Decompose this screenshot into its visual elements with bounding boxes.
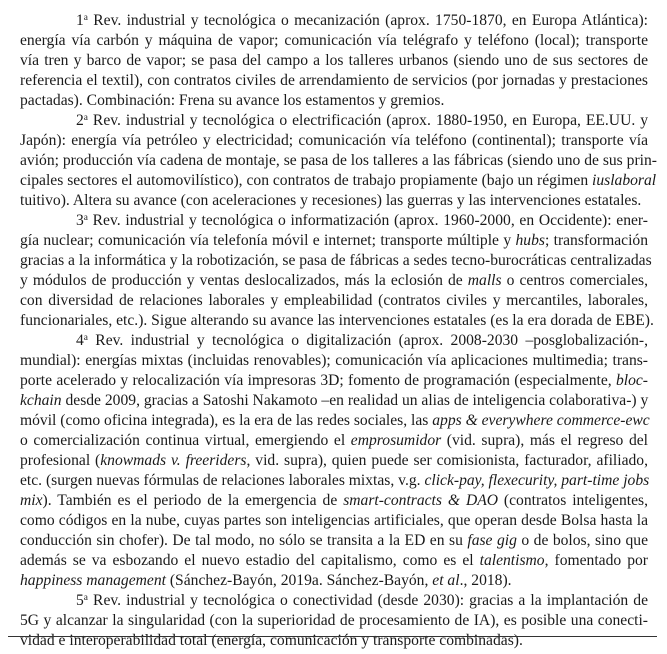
italic-term: fase gig [467, 532, 517, 549]
text-line [20, 471, 648, 491]
text-run: vidad e interoperabilidad total (energía, comunicación y transporte combinadas). [20, 632, 523, 649]
text-line [20, 131, 648, 151]
italic-term: malls [467, 272, 502, 289]
text-run: vía tren y barco de vapor; se pasa del campo a los talleres urbanos (siendo uno de sus sectores de [20, 52, 648, 69]
paragraph-revolution-1 [20, 11, 648, 111]
text-line [20, 611, 648, 631]
text-line [20, 31, 648, 51]
text-line [20, 571, 648, 591]
text-run: ., 2018). [459, 572, 512, 589]
text-line [20, 211, 648, 231]
text-line [20, 111, 648, 131]
paragraph-revolution-3 [20, 211, 654, 331]
text-line [20, 331, 648, 351]
text-run: ; transformación [544, 232, 649, 249]
text-run: Rev. industrial y tecnológica o digitalización (aprox. 2008-2030 –posglobalización-, [87, 332, 648, 349]
text-run: gía nuclear; comunicación vía telefonía móvil e internet; transporte múltiple y [20, 232, 516, 249]
ordinal-superscript: a [83, 212, 88, 223]
italic-term: bloc- [615, 372, 648, 389]
text-line [20, 411, 648, 431]
text-run: , vid. supra), quien puede ser comisionista, facturador, afiliado, [246, 452, 648, 469]
paragraph-revolution-2 [20, 111, 657, 211]
text-run: móvil (como oficina integrada), es la era de las redes sociales, las [20, 412, 433, 429]
text-line [20, 231, 648, 251]
text-line [20, 71, 648, 91]
footnote-separator-rule [8, 636, 657, 637]
text-run: energía vía carbón y máquina de vapor; comunicación vía telégrafo y teléfono (local); transporte [20, 32, 648, 49]
text-run: tuitivo). Altera su avance (con aceleraciones y recesiones) las guerras y las intervenciones estatales. [20, 192, 642, 209]
text-line [20, 11, 648, 31]
text-run: pactadas). Combinación: Frena su avance los estamentos y gremios. [20, 92, 445, 109]
paragraph-ordinal: 5 [76, 592, 84, 609]
text-run: Rev. industrial y tecnológica o conectividad (desde 2030): gracias a la implantación de [87, 592, 648, 609]
text-run: profesional ( [20, 452, 101, 469]
text-line [20, 591, 648, 611]
text-line [20, 551, 648, 571]
italic-term: happiness management [20, 572, 166, 589]
text-run: etc. (surgen nuevas fórmulas de relaciones laborales mixtas, v.g. [20, 472, 425, 489]
text-run: (contratos inteligentes, [498, 492, 648, 509]
text-line [20, 431, 648, 451]
text-run: , fomentado por [544, 552, 648, 569]
italic-term: talentismo [479, 552, 545, 569]
ordinal-superscript: a [83, 12, 88, 23]
text-run: mundial): energías mixtas (incluidas renovables); comunicación vía aplicaciones multimedia; trans- [20, 352, 648, 369]
italic-term: mix [20, 492, 43, 509]
italic-term: knowmads v. freeriders [100, 452, 247, 469]
text-line [20, 91, 648, 111]
text-line [20, 391, 648, 411]
text-line [20, 151, 657, 171]
text-line [20, 631, 648, 651]
text-run: funcionariales, etc.). Sigue alterando su avance las intervenciones estatales (es la era dorada de EBE). [20, 312, 654, 329]
text-run: o comercialización continua virtual, emergiendo el [20, 432, 351, 449]
text-line [20, 311, 654, 331]
italic-term: smart-contracts & DAO [343, 492, 498, 509]
text-run: como códigos en la nube, cuyas partes son inteligencias artificiales, que operan desde Bolsa hasta la [20, 512, 648, 529]
text-line [20, 51, 648, 71]
text-run: ). También es el periodo de la emergencia de [42, 492, 344, 509]
text-run: cipales sectores el automovilístico), con contratos de trabajo propiamente (bajo un régimen [20, 172, 593, 189]
text-run: Rev. industrial y tecnológica o electrificación (aprox. 1880-1950, en Europa, EE.UU. y [87, 112, 648, 129]
text-run: además se va esbozando el nuevo estadio del capitalismo, como es el [20, 552, 480, 569]
text-run: avión; producción vía cadena de montaje, se pasa de los talleres a las fábricas (siendo uno de sus prin- [20, 152, 657, 169]
paragraph-ordinal: 1 [76, 12, 84, 29]
italic-term: emprosumidor [350, 432, 442, 449]
text-line [20, 451, 648, 471]
text-run: Rev. industrial y tecnológica o mecanización (aprox. 1750-1870, en Europa Atlántica): [87, 12, 648, 29]
ordinal-superscript: a [83, 112, 88, 123]
text-line [20, 531, 648, 551]
text-run: Rev. industrial y tecnológica o informatización (aprox. 1960-2000, en Occidente): ener- [87, 212, 648, 229]
italic-term: kchain [20, 392, 62, 409]
italic-term: et al [432, 572, 460, 589]
paragraph-ordinal: 3 [76, 212, 84, 229]
text-run: desde 2009, gracias a Satoshi Nakamoto –en realidad un alias de inteligencia colaborativa-) y [61, 392, 649, 409]
paragraph-revolution-5 [20, 591, 648, 651]
text-run: (vid. supra), más el regreso del [441, 432, 649, 449]
text-line [20, 511, 648, 531]
italic-term: apps & everywhere commerce-ewc [432, 412, 650, 429]
text-run: (Sánchez-Bayón, 2019a. Sánchez-Bayón, [165, 572, 433, 589]
text-line [20, 271, 648, 291]
text-run: referencia el textil), con contratos civiles de arrendamiento de servicios (por jornadas y prestaciones [20, 72, 648, 89]
document-body [20, 11, 657, 651]
text-line [20, 371, 648, 391]
text-run: con diversidad de relaciones laborales y empleabilidad (contratos civiles y mercantiles, laborales, [20, 292, 648, 309]
text-line [20, 351, 648, 371]
italic-term: click-pay, flexecurity, part-time jobs [424, 472, 650, 489]
paragraph-ordinal: 4 [76, 332, 84, 349]
ordinal-superscript: a [83, 332, 88, 343]
paragraph-ordinal: 2 [76, 112, 84, 129]
text-run: o de bolos, sino que [516, 532, 648, 549]
text-run: porte acelerado y relocalización vía impresoras 3D; fomento de programación (especialmente, [20, 372, 616, 389]
italic-term: hubs [515, 232, 545, 249]
ordinal-superscript: a [83, 592, 88, 603]
text-run: y módulos de producción y ventas deslocalizados, más la eclosión de [20, 272, 468, 289]
text-line [20, 491, 648, 511]
text-run: 5G y alcanzar la singularidad (con la superioridad de procesamiento de IA), es posible una conecti- [20, 612, 648, 629]
text-run: gracias a la informática y la robotización, se pasa de fábricas a sedes tecno-burocráticas centralizadas [20, 252, 652, 269]
text-line [20, 171, 657, 191]
text-line [20, 291, 648, 311]
text-run: Japón): energía vía petróleo y electricidad; comunicación vía teléfono (continental); transporte vía [20, 132, 648, 149]
text-run: conducción sin chofer). De tal modo, no sólo se transita a la ED en su [20, 532, 468, 549]
text-line [20, 191, 648, 211]
paragraph-revolution-4 [20, 331, 648, 591]
italic-term: iuslaboral [592, 172, 657, 189]
text-line [20, 251, 652, 271]
text-run: o centros comerciales, [501, 272, 648, 289]
